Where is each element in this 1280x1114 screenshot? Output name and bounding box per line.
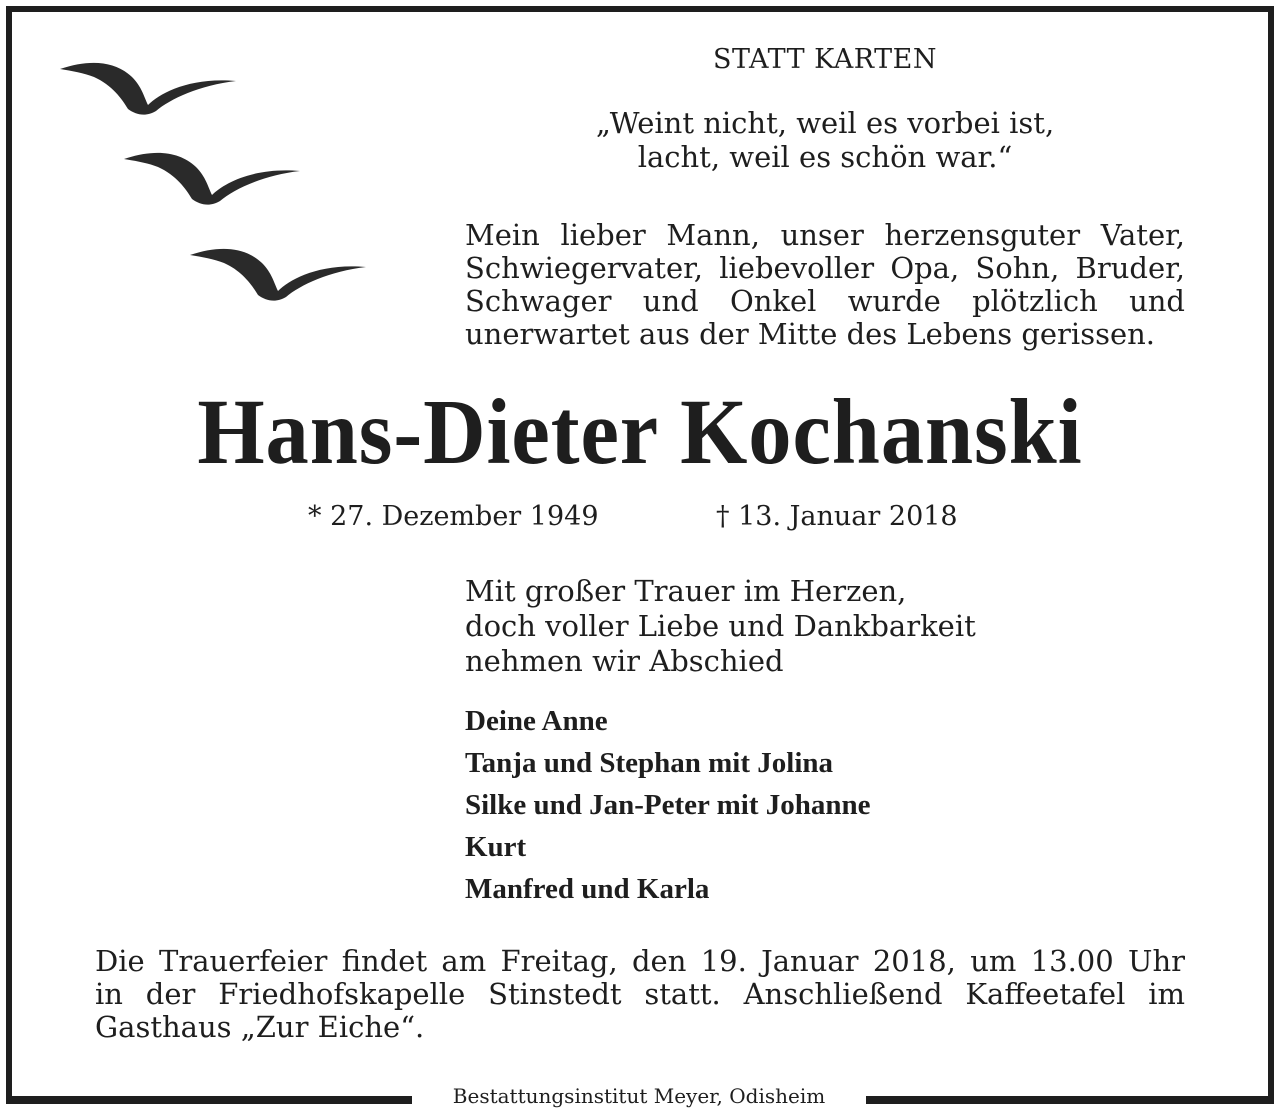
mourning-line: nehmen wir Abschied (465, 644, 784, 678)
statt-karten-label: STATT KARTEN (713, 44, 937, 75)
mourning-line: Mit großer Trauer im Herzen, (465, 574, 907, 608)
mourner-name: Deine Anne (465, 705, 608, 737)
quote (465, 106, 1185, 174)
mourner-name: Silke und Jan-Peter mit Johanne (465, 789, 871, 821)
intro-line: Schwager und Onkel wurde plötzlich und (465, 285, 1185, 318)
mourner-name: Manfred und Karla (465, 873, 710, 905)
undertaker-label: Bestattungsinstitut Meyer, Odisheim (412, 1082, 866, 1110)
quote-line: lacht, weil es schön war.“ (637, 140, 1013, 174)
service-line: Gasthaus „Zur Eiche“. (95, 1011, 425, 1044)
mourners-list (465, 700, 1185, 910)
mourner-name: Tanja und Stephan mit Jolina (465, 747, 834, 779)
quote-line: „Weint nicht, weil es vorbei ist, (595, 106, 1055, 140)
death-date: † 13. Januar 2018 (716, 501, 958, 532)
intro-line: Mein lieber Mann, unser herzensguter Vater, (465, 219, 1185, 252)
flying-seagulls-icon (50, 55, 380, 315)
seagull-icon (124, 153, 300, 205)
intro-line: Schwiegervater, liebevoller Opa, Sohn, Bruder, (465, 252, 1185, 285)
birth-date: * 27. Dezember 1949 (308, 501, 599, 532)
seagull-icon (190, 249, 366, 301)
bottom-rule-right (866, 1096, 1274, 1104)
service-line: Die Trauerfeier findet am Freitag, den 19. Januar 2018, um 13.00 Uhr (95, 945, 1185, 978)
service-info (95, 945, 1185, 1044)
mourning-text (465, 574, 1185, 679)
intro-line: unerwartet aus der Mitte des Lebens gerissen. (465, 318, 1156, 351)
service-line: in der Friedhofskapelle Stinstedt statt. Anschließend Kaffeetafel im (95, 978, 1185, 1011)
deceased-name: Hans-Dieter Kochanski (197, 381, 1083, 484)
mourner-name: Kurt (465, 831, 527, 863)
seagull-icon (60, 63, 236, 115)
bottom-rule-left (6, 1096, 412, 1104)
mourning-line: doch voller Liebe und Dankbarkeit (465, 609, 976, 643)
intro-text (465, 219, 1185, 351)
